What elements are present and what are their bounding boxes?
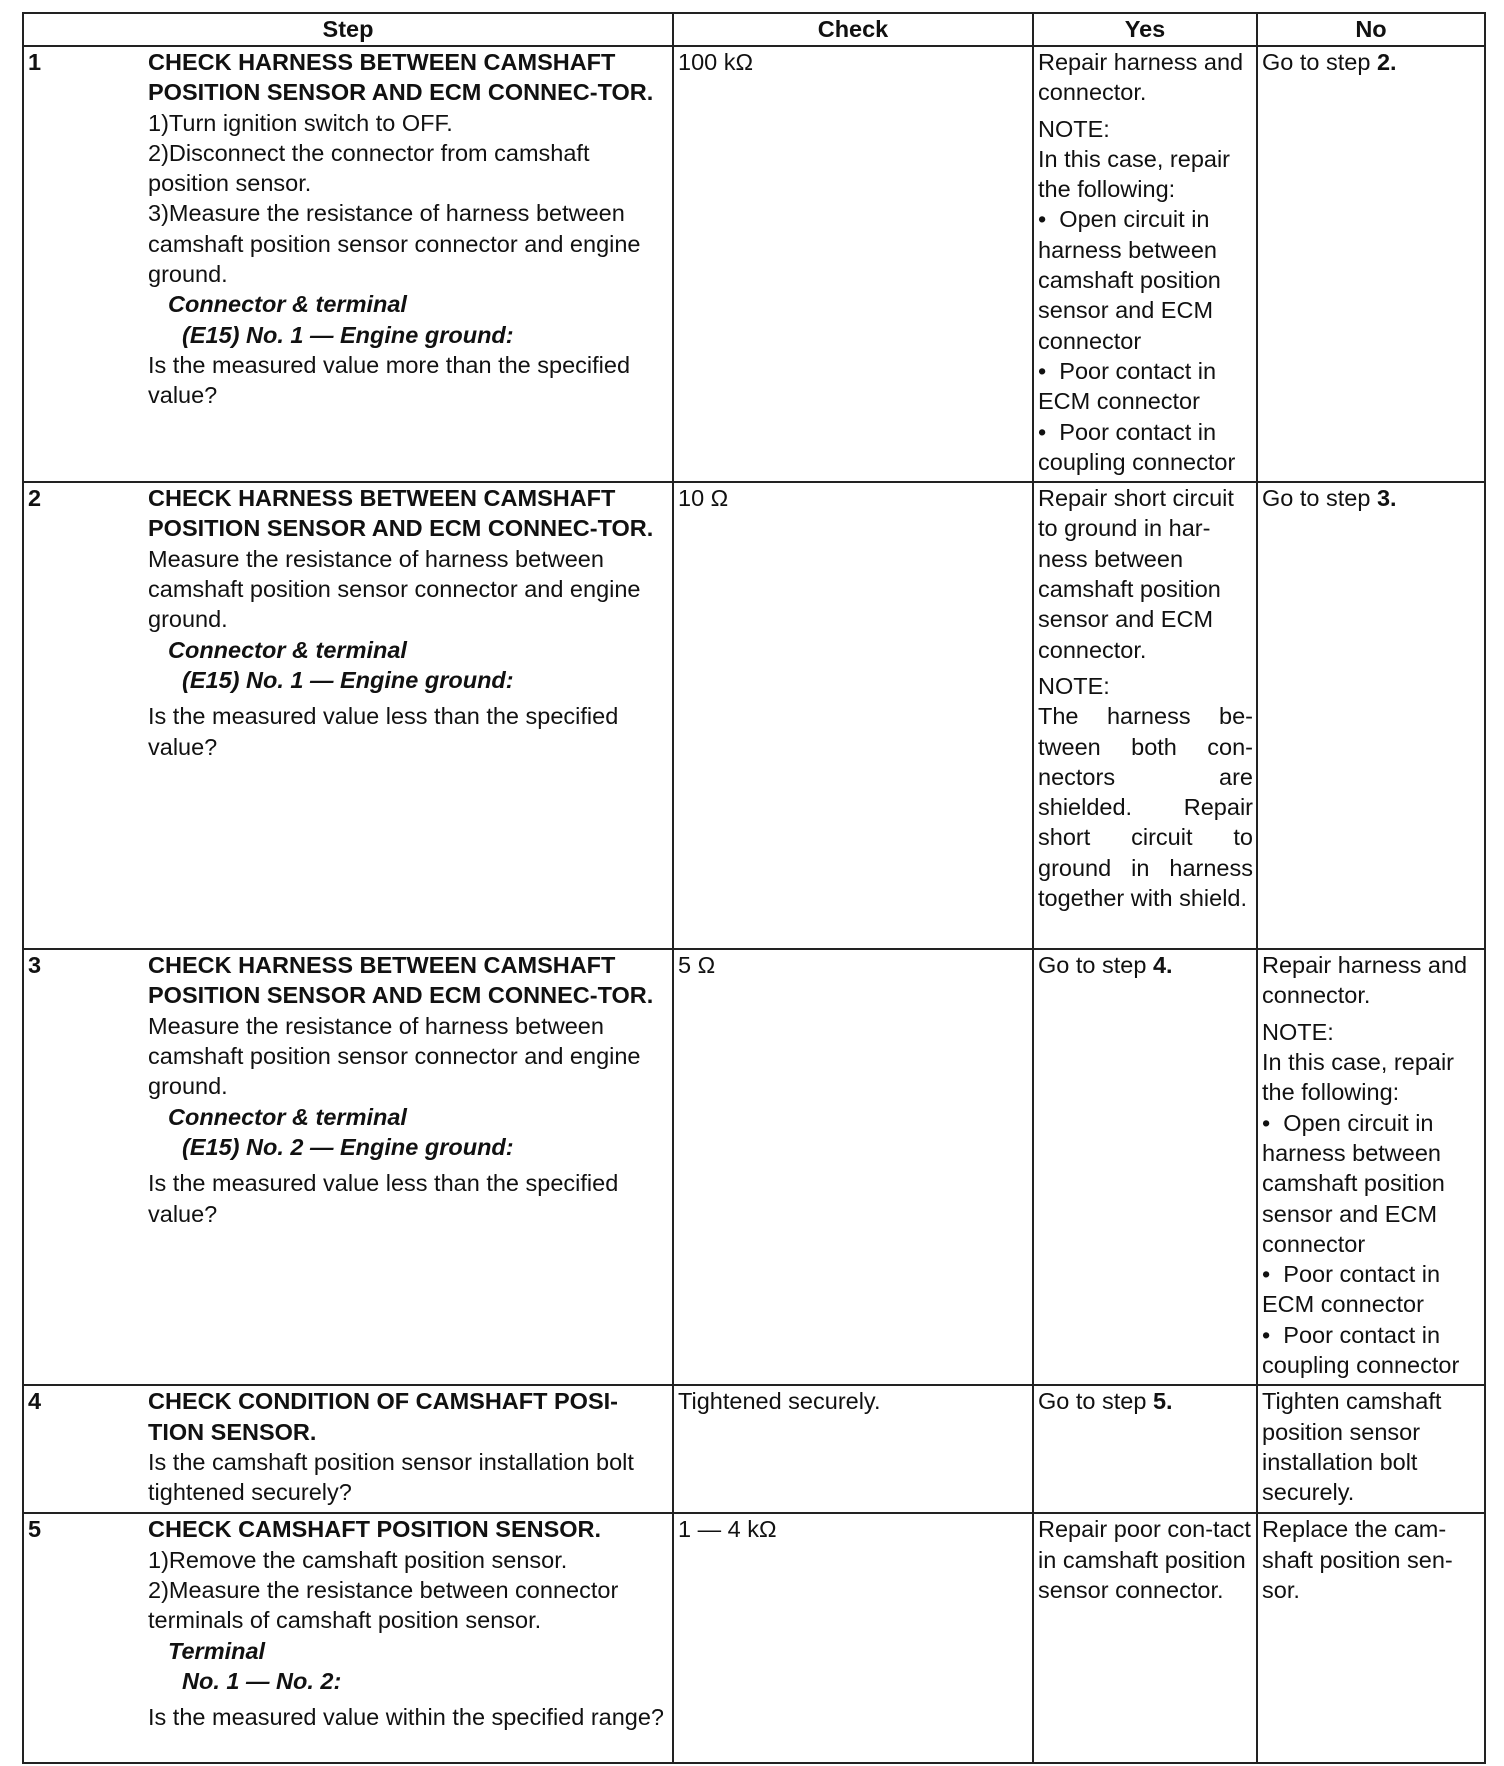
connector-label: Connector & terminal: [168, 1103, 407, 1130]
step-title: CHECK HARNESS BETWEEN CAMSHAFT POSITION SENSOR AND ECM CONNEC-TOR.: [148, 952, 654, 1009]
step-instruction: 1)Remove the camshaft position sensor.: [148, 1546, 568, 1573]
step-title: CHECK HARNESS BETWEEN CAMSHAFT POSITION SENSOR AND ECM CONNEC-TOR.: [148, 485, 654, 542]
no-cell: [1257, 482, 1485, 949]
note-bullet: • Open circuit in harness between camshaft position sensor and ECM connector: [1262, 1108, 1481, 1259]
yes-cell: [1033, 482, 1257, 949]
connector-label: Connector & terminal: [168, 636, 407, 663]
note-text: In this case, repair the following:: [1262, 1049, 1455, 1106]
no-cell: [1257, 1385, 1485, 1513]
step-question: Is the measured value less than the specified value?: [148, 1170, 619, 1227]
no-action: Go to step: [1262, 485, 1377, 512]
table-header-row: [23, 13, 1485, 46]
step-cell: [23, 1513, 673, 1763]
table-row: [23, 1385, 1485, 1513]
step-question: Is the measured value more than the specified value?: [148, 351, 631, 409]
terminal-heading: Terminal: [168, 1637, 266, 1664]
step-instruction: 2)Measure the resistance between connector terminals of camshaft position sensor.: [148, 1576, 619, 1634]
no-action: Repair harness and connector.: [1262, 952, 1468, 1009]
note-text: The harness be-tween both con-nectors are shielded. Repair short circuit to ground in harness together with shield.: [1038, 703, 1253, 912]
step-ref: 5.: [1152, 1388, 1173, 1415]
table-row: [23, 46, 1485, 482]
header-no: No: [1257, 13, 1485, 46]
step-cell: [23, 482, 673, 949]
step-question: Is the camshaft position sensor installation bolt tightened securely?: [148, 1448, 634, 1506]
step-number: 4: [28, 1388, 42, 1415]
no-action: Go to step: [1262, 49, 1377, 75]
note-bullet: • Poor contact in ECM connector: [1038, 356, 1253, 417]
check-value: 10 Ω: [673, 482, 1033, 949]
step-instruction: Measure the resistance of harness between camshaft position sensor connector and engine ground.: [148, 545, 641, 633]
note-heading: NOTE:: [1038, 672, 1110, 699]
diagnostic-table-page: [22, 12, 1486, 1764]
table-row: [23, 482, 1485, 949]
note-bullet: • Poor contact in ECM connector: [1262, 1259, 1481, 1320]
step-number: 5: [28, 1516, 42, 1543]
terminal-label: No. 1 — No. 2:: [182, 1667, 342, 1694]
no-action: Replace the cam-shaft position sen-sor.: [1262, 1516, 1453, 1603]
step-instruction: Measure the resistance of harness between camshaft position sensor connector and engine ground.: [148, 1012, 641, 1100]
terminal-label: (E15) No. 1 — Engine ground:: [182, 666, 514, 693]
check-value: 1 — 4 kΩ: [673, 1513, 1033, 1763]
no-cell: [1257, 949, 1485, 1385]
yes-action: Repair short circuit to ground in har-ness between camshaft position sensor and ECM connector.: [1038, 485, 1234, 663]
step-question: Is the measured value less than the specified value?: [148, 703, 619, 760]
step-number: 2: [28, 485, 42, 512]
note-heading: NOTE:: [1038, 115, 1110, 142]
step-question: Is the measured value within the specified range?: [148, 1704, 665, 1731]
connector-label: Connector & terminal: [168, 291, 407, 318]
note-heading: NOTE:: [1262, 1018, 1334, 1045]
check-value: Tightened securely.: [673, 1385, 1033, 1513]
step-title: CHECK CAMSHAFT POSITION SENSOR.: [148, 1516, 602, 1543]
step-number: 3: [28, 952, 42, 979]
step-title: CHECK CONDITION OF CAMSHAFT POSI-TION SENSOR.: [148, 1388, 618, 1445]
step-instruction: 2)Disconnect the connector from camshaft position sensor.: [148, 139, 590, 197]
check-value: 100 kΩ: [673, 46, 1033, 482]
note-bullet: • Poor contact in coupling connector: [1038, 417, 1253, 478]
terminal-label: (E15) No. 1 — Engine ground:: [182, 321, 514, 348]
terminal-label: (E15) No. 2 — Engine ground:: [182, 1133, 514, 1160]
table-row: [23, 1513, 1485, 1763]
no-cell: [1257, 46, 1485, 482]
step-ref: 2.: [1376, 49, 1397, 75]
note-bullet: • Poor contact in coupling connector: [1262, 1320, 1481, 1381]
yes-cell: [1033, 949, 1257, 1385]
check-value: 5 Ω: [673, 949, 1033, 1385]
yes-action: Go to step: [1038, 952, 1153, 979]
table-row: [23, 949, 1485, 1385]
no-action: Tighten camshaft position sensor installation bolt securely.: [1262, 1388, 1442, 1506]
header-yes: Yes: [1033, 13, 1257, 46]
step-title: CHECK HARNESS BETWEEN CAMSHAFT POSITION SENSOR AND ECM CONNEC-TOR.: [148, 49, 654, 106]
step-cell: [23, 949, 673, 1385]
yes-cell: [1033, 46, 1257, 482]
yes-action: Go to step: [1038, 1388, 1153, 1415]
yes-cell: [1033, 1385, 1257, 1513]
yes-action: Repair harness and connector.: [1038, 49, 1244, 106]
header-step: Step: [23, 13, 673, 46]
header-check: Check: [673, 13, 1033, 46]
step-number: 1: [28, 49, 42, 75]
diagnostic-table: [22, 12, 1486, 1764]
no-cell: [1257, 1513, 1485, 1763]
note-bullet: • Open circuit in harness between camshaft position sensor and ECM connector: [1038, 204, 1253, 355]
step-cell: [23, 46, 673, 482]
step-ref: 3.: [1376, 485, 1397, 512]
step-ref: 4.: [1152, 952, 1173, 979]
yes-cell: [1033, 1513, 1257, 1763]
step-instruction: 3)Measure the resistance of harness between camshaft position sensor connector and engine ground.: [148, 200, 641, 288]
yes-action: Repair poor con-tact in camshaft position sensor connector.: [1038, 1516, 1251, 1603]
step-cell: [23, 1385, 673, 1513]
step-instruction: 1)Turn ignition switch to OFF.: [148, 109, 453, 136]
note-text: In this case, repair the following:: [1038, 145, 1231, 203]
